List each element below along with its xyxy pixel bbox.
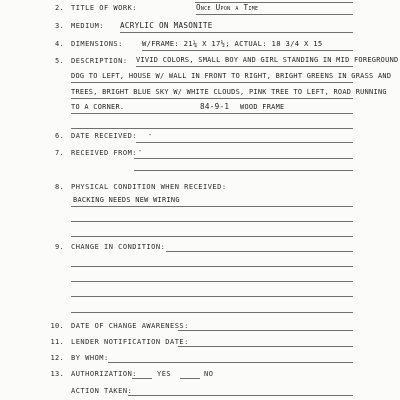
item-8-label: PHYSICAL CONDITION WHEN RECEIVED: bbox=[71, 183, 227, 191]
title-of-work-line bbox=[196, 14, 353, 15]
authorization-yes-label: YES bbox=[157, 370, 172, 378]
description-rule-4 bbox=[71, 113, 353, 114]
received-from-line-1 bbox=[134, 158, 353, 159]
item-11-number: 11. bbox=[50, 338, 64, 346]
physical-condition-line-1 bbox=[71, 206, 353, 207]
date-received-value: - bbox=[148, 131, 153, 139]
physical-condition-line-3 bbox=[71, 236, 353, 237]
description-rule-2 bbox=[71, 82, 353, 83]
description-line-4: TO A CORNER. bbox=[71, 103, 125, 111]
description-line-1: VIVID COLORS, SMALL BOY AND GIRL STANDING IN MID FOREGROUND bbox=[136, 56, 399, 64]
item-13-label: AUTHORIZATION: bbox=[71, 370, 138, 378]
item-12-label: BY WHOM: bbox=[71, 354, 109, 362]
medium-value: ACRYLIC ON MASONITE bbox=[120, 21, 213, 30]
received-from-value: - bbox=[138, 147, 143, 155]
item-2-number: 2. bbox=[54, 4, 64, 12]
item-12-number: 12. bbox=[50, 354, 64, 362]
item-4-number: 4. bbox=[54, 40, 64, 48]
change-condition-line-2 bbox=[71, 266, 353, 267]
item-7-number: 7. bbox=[54, 149, 64, 157]
change-condition-line-1 bbox=[166, 251, 353, 252]
item-10-number: 10. bbox=[50, 322, 64, 330]
change-condition-line-3 bbox=[71, 281, 353, 282]
authorization-no-blank bbox=[180, 378, 200, 379]
item-3-number: 3. bbox=[54, 22, 64, 30]
item-5-number: 5. bbox=[54, 57, 64, 65]
description-date-note: 84-9-1 bbox=[200, 102, 230, 111]
description-rule-5 bbox=[71, 128, 353, 129]
item-13-number: 13. bbox=[50, 370, 64, 378]
authorization-yes-blank bbox=[132, 378, 152, 379]
item-5-label: DESCRIPTION: bbox=[71, 57, 128, 65]
description-frame-note: WOOD FRAME bbox=[240, 103, 285, 111]
change-condition-line-5 bbox=[71, 312, 353, 313]
item-9-number: 9. bbox=[54, 243, 64, 251]
authorization-no-label: NO bbox=[204, 370, 214, 378]
item-10-label: DATE OF CHANGE AWARENESS: bbox=[71, 322, 189, 330]
dimensions-line bbox=[142, 50, 353, 51]
received-from-line-2 bbox=[134, 170, 353, 171]
description-rule-1 bbox=[136, 66, 353, 67]
item-7-label: RECEIVED FROM: bbox=[71, 149, 138, 157]
item-6-label: DATE RECEIVED: bbox=[71, 132, 138, 140]
item-2-label: TITLE OF WORK: bbox=[71, 4, 138, 12]
item-9-label: CHANGE IN CONDITION: bbox=[71, 243, 166, 251]
medium-line bbox=[120, 32, 353, 33]
action-taken-label: ACTION TAKEN: bbox=[71, 387, 133, 395]
action-taken-line bbox=[128, 395, 353, 396]
physical-condition-value: BACKING NEEDS NEW WIRING bbox=[73, 196, 180, 204]
lender-notification-line bbox=[178, 346, 353, 347]
dimensions-value: W/FRAME: 21¼ X 17½; ACTUAL: 18 3/4 X 15 bbox=[142, 39, 323, 48]
item-8-number: 8. bbox=[54, 183, 64, 191]
description-line-2: DOG TO LEFT, HOUSE W/ WALL IN FRONT TO RIGHT, BRIGHT GREENS IN GRASS AND bbox=[71, 72, 392, 80]
description-line-3: TREES, BRIGHT BLUE SKY W/ WHITE CLOUDS, PINK TREE TO LEFT, ROAD RUNNING bbox=[71, 88, 387, 96]
by-whom-line bbox=[108, 362, 353, 363]
description-rule-3 bbox=[71, 98, 353, 99]
item-4-label: DIMENSIONS: bbox=[71, 40, 123, 48]
item-6-number: 6. bbox=[54, 132, 64, 140]
date-received-line bbox=[136, 142, 353, 143]
title-of-work-value: Once Upon a Time bbox=[196, 3, 259, 12]
item-11-label: LENDER NOTIFICATION DATE: bbox=[71, 338, 189, 346]
item-3-label: MEDIUM: bbox=[71, 22, 105, 30]
physical-condition-line-2 bbox=[71, 221, 353, 222]
change-awareness-line bbox=[178, 330, 353, 331]
change-condition-line-4 bbox=[71, 296, 353, 297]
